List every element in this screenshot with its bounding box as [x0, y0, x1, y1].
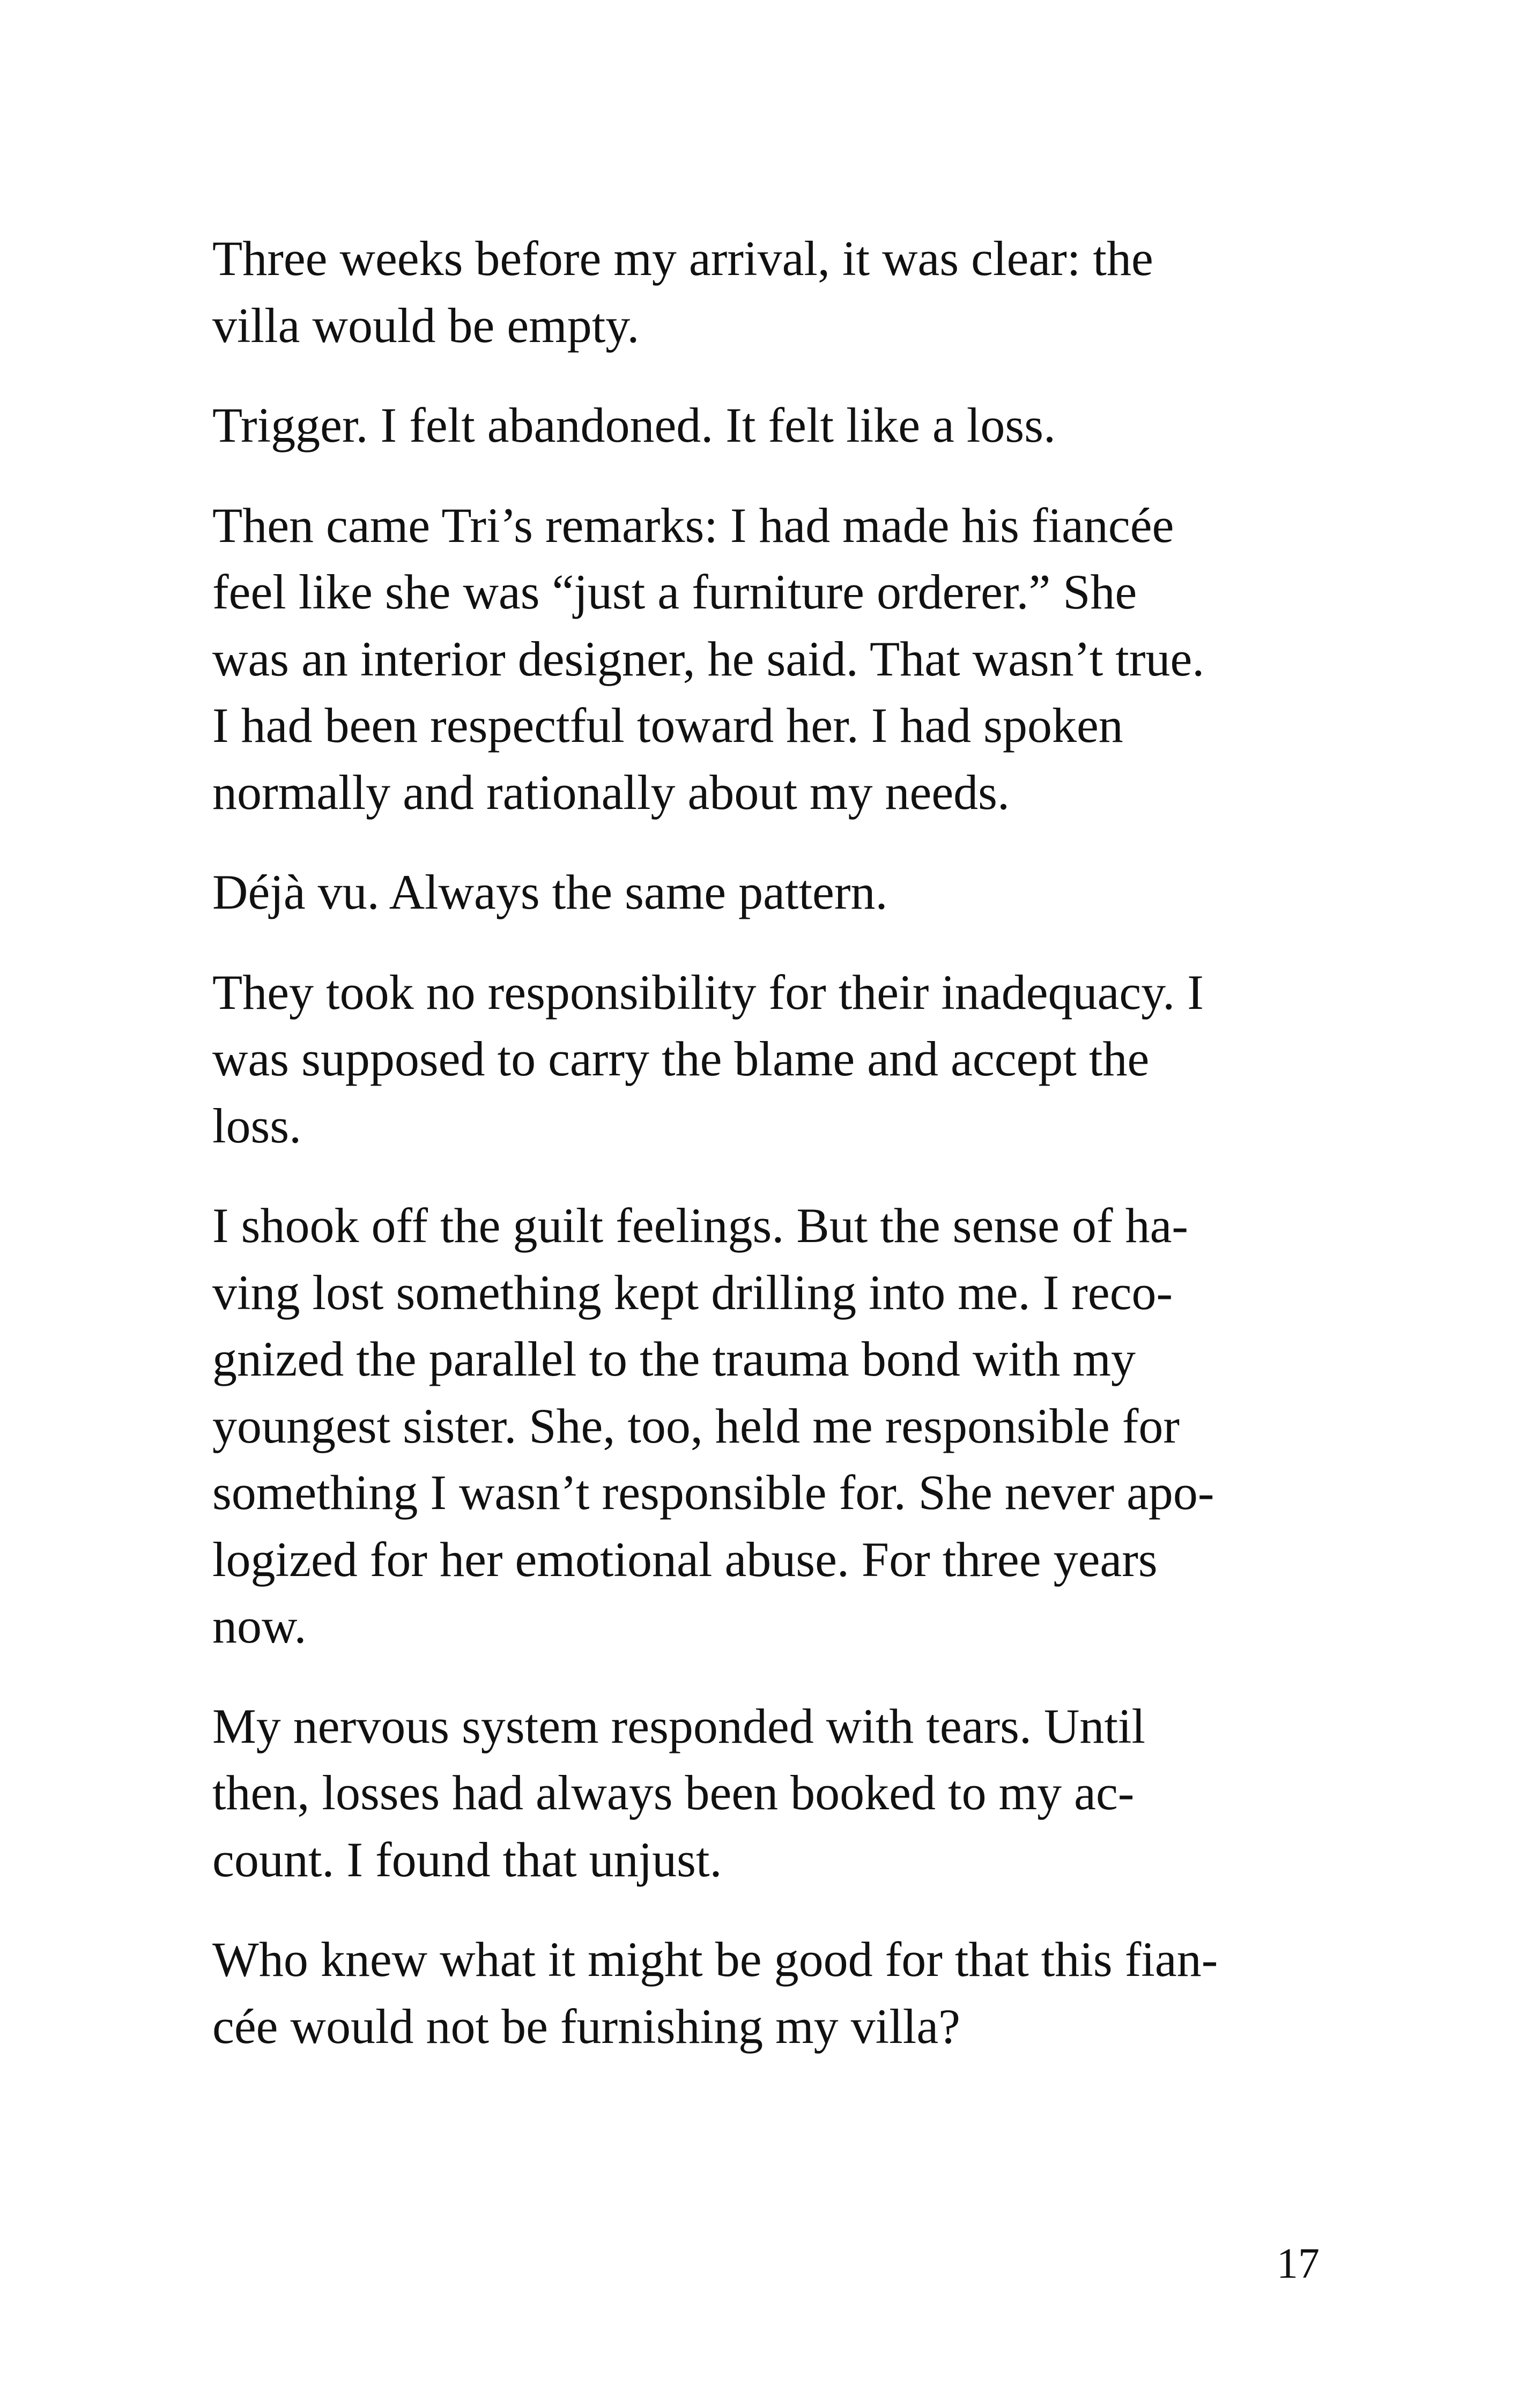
text-line: villa would be empty. [212, 298, 640, 353]
paragraph [212, 1192, 1328, 1660]
text-line: Three weeks before my arrival, it was clear: the [212, 231, 1153, 286]
paragraph [212, 1693, 1328, 1893]
page-number: 17 [1277, 2240, 1320, 2287]
text-line: normally and rationally about my needs. [212, 764, 1010, 820]
paragraph [212, 225, 1328, 359]
paragraph [212, 959, 1328, 1160]
paragraph [212, 392, 1328, 459]
text-line: then, losses had always been booked to my ac- [212, 1765, 1135, 1820]
text-line: count. I found that unjust. [212, 1832, 722, 1887]
text-line: feel like she was “just a furniture orderer.” She [212, 564, 1137, 619]
text-line: logized for her emotional abuse. For three years [212, 1532, 1158, 1587]
text-line: loss. [212, 1098, 302, 1153]
text-line: Trigger. I felt abandoned. It felt like a loss. [212, 398, 1056, 452]
text-line: Who knew what it might be good for that this fian- [212, 1932, 1218, 1987]
body-text [212, 225, 1328, 2093]
text-line: They took no responsibility for their inadequacy. I [212, 964, 1204, 1020]
paragraph [212, 1926, 1328, 2060]
text-line: gnized the parallel to the trauma bond with my [212, 1332, 1136, 1386]
text-line: now. [212, 1599, 307, 1653]
text-line: I shook off the guilt feelings. But the sense of ha- [212, 1198, 1189, 1253]
text-line: something I wasn’t responsible for. She never apo- [212, 1465, 1214, 1520]
text-line: ving lost something kept drilling into me. I reco- [212, 1265, 1173, 1320]
text-line: Déjà vu. Always the same pattern. [212, 865, 888, 919]
text-line: was supposed to carry the blame and accept the [212, 1031, 1150, 1086]
text-line: youngest sister. She, too, held me responsible for [212, 1398, 1180, 1453]
text-line: Then came Tri’s remarks: I had made his fiancée [212, 497, 1174, 553]
text-line: My nervous system responded with tears. Until [212, 1698, 1146, 1753]
text-line: cée would not be furnishing my villa? [212, 1998, 961, 2054]
paragraph [212, 492, 1328, 826]
paragraph [212, 859, 1328, 926]
text-line: I had been respectful toward her. I had spoken [212, 698, 1123, 753]
text-line: was an interior designer, he said. That wasn’t true. [212, 631, 1205, 686]
